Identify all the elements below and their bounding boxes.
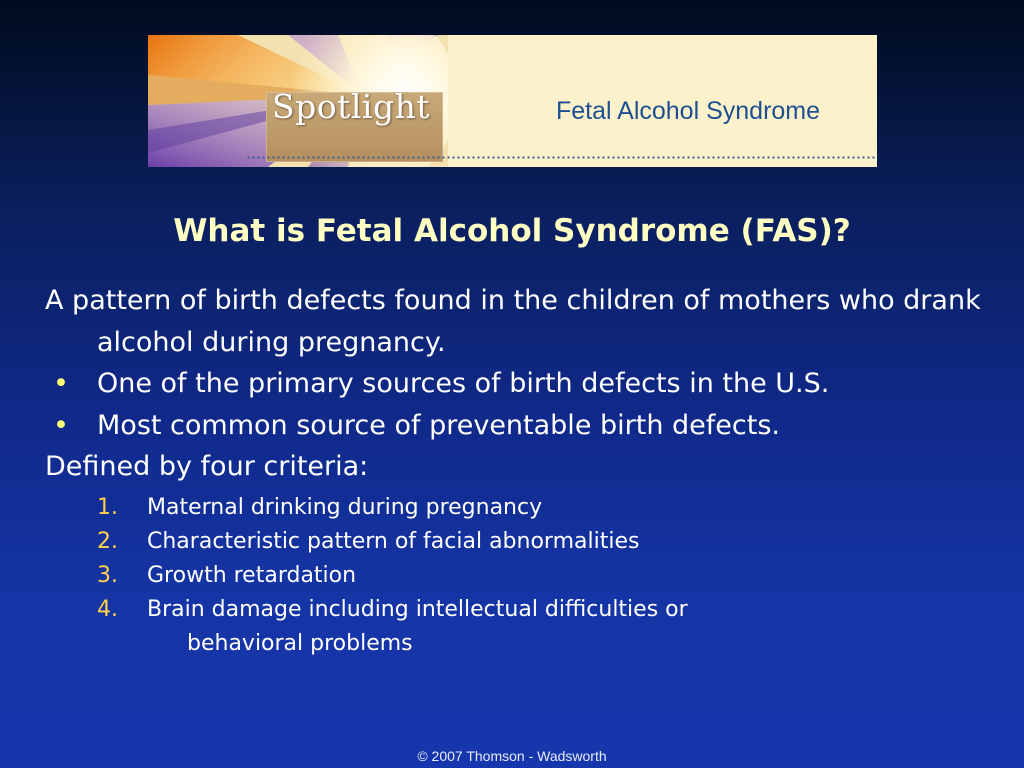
criteria-number: 1.: [97, 494, 118, 520]
criteria-text: Maternal drinking during pregnancy: [147, 494, 543, 520]
criteria-text: Brain damage including intellectual difficulties or: [147, 596, 688, 622]
criteria-text-continuation: behavioral problems: [187, 630, 413, 656]
criteria-item: [45, 525, 1005, 559]
bullet-marker: •: [53, 368, 69, 399]
criteria-number: 2.: [97, 528, 118, 554]
criteria-number: 3.: [97, 562, 118, 588]
slide-body: [45, 280, 1005, 661]
bullet-marker: •: [53, 409, 69, 441]
dotted-rule: [246, 156, 877, 159]
criteria-number: 4.: [97, 596, 118, 622]
slide-heading: What is Fetal Alcohol Syndrome (FAS)?: [173, 213, 851, 249]
copyright-footer: © 2007 Thomson - Wadsworth: [417, 748, 607, 764]
criteria-item: [45, 559, 1005, 593]
bullet-item: [45, 405, 1005, 447]
criteria-item: [45, 593, 1005, 661]
criteria-item: [45, 491, 1005, 525]
banner-title: Fetal Alcohol Syndrome: [556, 97, 821, 125]
bullet-item: [45, 363, 1005, 405]
criteria-intro: Defined by four criteria:: [45, 451, 369, 482]
spotlight-label: Spotlight: [272, 87, 431, 126]
spotlight-banner: [148, 35, 877, 167]
criteria-text: Growth retardation: [147, 562, 357, 588]
bullet-text: One of the primary sources of birth defects in the U.S.: [97, 368, 830, 399]
criteria-text: Characteristic pattern of facial abnormalities: [147, 528, 640, 554]
criteria-list: [45, 491, 1005, 661]
intro-paragraph: A pattern of birth defects found in the children of mothers who drank alcohol during pregnancy.: [45, 285, 981, 358]
bullet-text: Most common source of preventable birth defects.: [97, 409, 780, 441]
